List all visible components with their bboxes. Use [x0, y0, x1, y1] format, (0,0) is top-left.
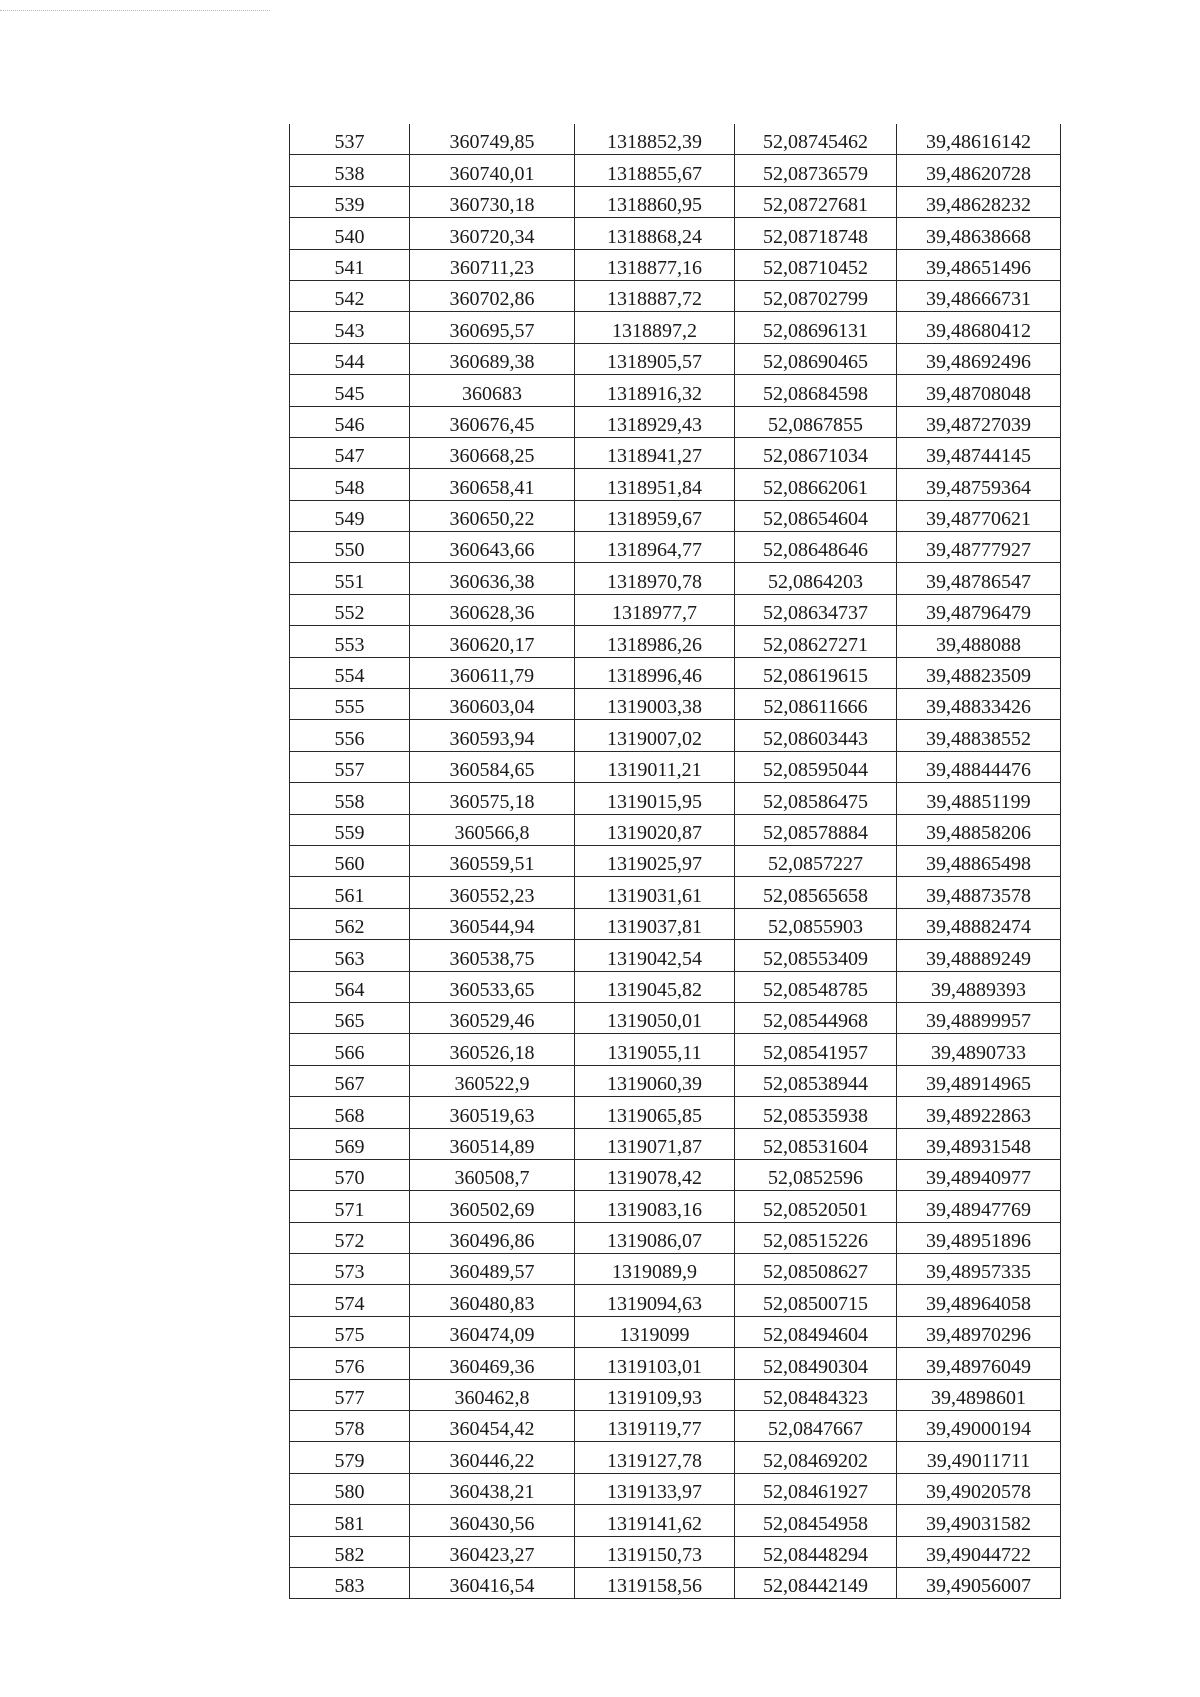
point-number-cell: 552	[290, 594, 410, 625]
x-coordinate-cell: 360522,9	[410, 1065, 575, 1096]
x-coordinate-cell: 360566,8	[410, 814, 575, 845]
y-coordinate-cell: 1319007,02	[575, 720, 735, 751]
y-coordinate-cell: 1319086,07	[575, 1222, 735, 1253]
latitude-cell: 52,08578884	[735, 814, 897, 845]
longitude-cell: 39,48882474	[897, 908, 1061, 939]
table-row	[290, 1034, 1061, 1065]
y-coordinate-cell: 1319025,97	[575, 845, 735, 876]
point-number-cell: 575	[290, 1316, 410, 1347]
x-coordinate-cell: 360720,34	[410, 218, 575, 249]
longitude-cell: 39,49011711	[897, 1442, 1061, 1473]
latitude-cell: 52,08469202	[735, 1442, 897, 1473]
x-coordinate-cell: 360514,89	[410, 1128, 575, 1159]
x-coordinate-cell: 360575,18	[410, 783, 575, 814]
latitude-cell: 52,08745462	[735, 124, 897, 155]
point-number-cell: 558	[290, 783, 410, 814]
point-number-cell: 559	[290, 814, 410, 845]
y-coordinate-cell: 1319089,9	[575, 1254, 735, 1285]
y-coordinate-cell: 1318977,7	[575, 594, 735, 625]
x-coordinate-cell: 360611,79	[410, 657, 575, 688]
longitude-cell: 39,48873578	[897, 877, 1061, 908]
longitude-cell: 39,48628232	[897, 186, 1061, 217]
longitude-cell: 39,48727039	[897, 406, 1061, 437]
y-coordinate-cell: 1318905,57	[575, 343, 735, 374]
point-number-cell: 556	[290, 720, 410, 751]
y-coordinate-cell: 1319103,01	[575, 1348, 735, 1379]
y-coordinate-cell: 1318996,46	[575, 657, 735, 688]
table-row	[290, 437, 1061, 468]
longitude-cell: 39,48858206	[897, 814, 1061, 845]
y-coordinate-cell: 1318887,72	[575, 280, 735, 311]
table-row	[290, 877, 1061, 908]
point-number-cell: 543	[290, 312, 410, 343]
longitude-cell: 39,48970296	[897, 1316, 1061, 1347]
latitude-cell: 52,0864203	[735, 563, 897, 594]
x-coordinate-cell: 360480,83	[410, 1285, 575, 1316]
longitude-cell: 39,48964058	[897, 1285, 1061, 1316]
latitude-cell: 52,08627271	[735, 626, 897, 657]
point-number-cell: 547	[290, 437, 410, 468]
point-number-cell: 581	[290, 1505, 410, 1536]
longitude-cell: 39,48638668	[897, 218, 1061, 249]
longitude-cell: 39,4890733	[897, 1034, 1061, 1065]
y-coordinate-cell: 1319071,87	[575, 1128, 735, 1159]
y-coordinate-cell: 1319099	[575, 1316, 735, 1347]
table-row	[290, 186, 1061, 217]
point-number-cell: 537	[290, 124, 410, 155]
y-coordinate-cell: 1318964,77	[575, 532, 735, 563]
latitude-cell: 52,0857227	[735, 845, 897, 876]
x-coordinate-cell: 360603,04	[410, 689, 575, 720]
x-coordinate-cell: 360533,65	[410, 971, 575, 1002]
longitude-cell: 39,48922863	[897, 1097, 1061, 1128]
longitude-cell: 39,48951896	[897, 1222, 1061, 1253]
table-row	[290, 343, 1061, 374]
x-coordinate-cell: 360454,42	[410, 1411, 575, 1442]
latitude-cell: 52,08490304	[735, 1348, 897, 1379]
point-number-cell: 540	[290, 218, 410, 249]
latitude-cell: 52,08586475	[735, 783, 897, 814]
longitude-cell: 39,48976049	[897, 1348, 1061, 1379]
longitude-cell: 39,48947769	[897, 1191, 1061, 1222]
latitude-cell: 52,08662061	[735, 469, 897, 500]
coordinate-table-container	[289, 124, 1060, 1599]
longitude-cell: 39,48708048	[897, 375, 1061, 406]
point-number-cell: 574	[290, 1285, 410, 1316]
longitude-cell: 39,48899957	[897, 1002, 1061, 1033]
table-row	[290, 500, 1061, 531]
table-row	[290, 563, 1061, 594]
y-coordinate-cell: 1319045,82	[575, 971, 735, 1002]
point-number-cell: 571	[290, 1191, 410, 1222]
x-coordinate-cell: 360552,23	[410, 877, 575, 908]
point-number-cell: 572	[290, 1222, 410, 1253]
longitude-cell: 39,49056007	[897, 1567, 1061, 1598]
table-row	[290, 1191, 1061, 1222]
point-number-cell: 538	[290, 155, 410, 186]
table-row	[290, 1505, 1061, 1536]
table-row	[290, 1536, 1061, 1567]
coordinate-table-body	[290, 124, 1061, 1599]
table-row	[290, 1159, 1061, 1190]
table-row	[290, 312, 1061, 343]
longitude-cell: 39,48770621	[897, 500, 1061, 531]
latitude-cell: 52,08634737	[735, 594, 897, 625]
table-row	[290, 406, 1061, 437]
table-row	[290, 751, 1061, 782]
longitude-cell: 39,48796479	[897, 594, 1061, 625]
table-row	[290, 689, 1061, 720]
latitude-cell: 52,08611666	[735, 689, 897, 720]
scan-edge-mark	[0, 10, 270, 11]
x-coordinate-cell: 360446,22	[410, 1442, 575, 1473]
point-number-cell: 542	[290, 280, 410, 311]
x-coordinate-cell: 360489,57	[410, 1254, 575, 1285]
latitude-cell: 52,08736579	[735, 155, 897, 186]
y-coordinate-cell: 1319050,01	[575, 1002, 735, 1033]
table-row	[290, 1128, 1061, 1159]
latitude-cell: 52,0852596	[735, 1159, 897, 1190]
point-number-cell: 583	[290, 1567, 410, 1598]
x-coordinate-cell: 360544,94	[410, 908, 575, 939]
x-coordinate-cell: 360749,85	[410, 124, 575, 155]
table-row	[290, 1254, 1061, 1285]
point-number-cell: 560	[290, 845, 410, 876]
longitude-cell: 39,49031582	[897, 1505, 1061, 1536]
y-coordinate-cell: 1319031,61	[575, 877, 735, 908]
longitude-cell: 39,49000194	[897, 1411, 1061, 1442]
point-number-cell: 582	[290, 1536, 410, 1567]
table-row	[290, 1567, 1061, 1598]
point-number-cell: 555	[290, 689, 410, 720]
x-coordinate-cell: 360689,38	[410, 343, 575, 374]
x-coordinate-cell: 360508,7	[410, 1159, 575, 1190]
x-coordinate-cell: 360416,54	[410, 1567, 575, 1598]
point-number-cell: 563	[290, 940, 410, 971]
point-number-cell: 576	[290, 1348, 410, 1379]
y-coordinate-cell: 1318986,26	[575, 626, 735, 657]
point-number-cell: 546	[290, 406, 410, 437]
y-coordinate-cell: 1319078,42	[575, 1159, 735, 1190]
longitude-cell: 39,48680412	[897, 312, 1061, 343]
table-row	[290, 375, 1061, 406]
latitude-cell: 52,08461927	[735, 1473, 897, 1504]
latitude-cell: 52,08442149	[735, 1567, 897, 1598]
x-coordinate-cell: 360636,38	[410, 563, 575, 594]
latitude-cell: 52,08553409	[735, 940, 897, 971]
latitude-cell: 52,08718748	[735, 218, 897, 249]
table-row	[290, 845, 1061, 876]
table-row	[290, 1473, 1061, 1504]
table-row	[290, 1097, 1061, 1128]
y-coordinate-cell: 1319055,11	[575, 1034, 735, 1065]
point-number-cell: 565	[290, 1002, 410, 1033]
point-number-cell: 557	[290, 751, 410, 782]
longitude-cell: 39,48616142	[897, 124, 1061, 155]
point-number-cell: 569	[290, 1128, 410, 1159]
table-row	[290, 1379, 1061, 1410]
table-row	[290, 124, 1061, 155]
y-coordinate-cell: 1318855,67	[575, 155, 735, 186]
latitude-cell: 52,08684598	[735, 375, 897, 406]
table-row	[290, 908, 1061, 939]
x-coordinate-cell: 360474,09	[410, 1316, 575, 1347]
x-coordinate-cell: 360519,63	[410, 1097, 575, 1128]
point-number-cell: 578	[290, 1411, 410, 1442]
table-row	[290, 594, 1061, 625]
point-number-cell: 554	[290, 657, 410, 688]
point-number-cell: 567	[290, 1065, 410, 1096]
latitude-cell: 52,08535938	[735, 1097, 897, 1128]
table-row	[290, 1442, 1061, 1473]
latitude-cell: 52,08702799	[735, 280, 897, 311]
longitude-cell: 39,48957335	[897, 1254, 1061, 1285]
table-row	[290, 1348, 1061, 1379]
latitude-cell: 52,08508627	[735, 1254, 897, 1285]
y-coordinate-cell: 1319158,56	[575, 1567, 735, 1598]
longitude-cell: 39,48844476	[897, 751, 1061, 782]
point-number-cell: 548	[290, 469, 410, 500]
table-row	[290, 971, 1061, 1002]
latitude-cell: 52,08603443	[735, 720, 897, 751]
table-row	[290, 280, 1061, 311]
y-coordinate-cell: 1319133,97	[575, 1473, 735, 1504]
point-number-cell: 549	[290, 500, 410, 531]
y-coordinate-cell: 1319037,81	[575, 908, 735, 939]
x-coordinate-cell: 360469,36	[410, 1348, 575, 1379]
y-coordinate-cell: 1318852,39	[575, 124, 735, 155]
longitude-cell: 39,48940977	[897, 1159, 1061, 1190]
y-coordinate-cell: 1318951,84	[575, 469, 735, 500]
longitude-cell: 39,48692496	[897, 343, 1061, 374]
point-number-cell: 561	[290, 877, 410, 908]
table-row	[290, 626, 1061, 657]
point-number-cell: 541	[290, 249, 410, 280]
latitude-cell: 52,08710452	[735, 249, 897, 280]
latitude-cell: 52,0847667	[735, 1411, 897, 1442]
latitude-cell: 52,08520501	[735, 1191, 897, 1222]
point-number-cell: 566	[290, 1034, 410, 1065]
latitude-cell: 52,08531604	[735, 1128, 897, 1159]
y-coordinate-cell: 1318959,67	[575, 500, 735, 531]
longitude-cell: 39,49044722	[897, 1536, 1061, 1567]
longitude-cell: 39,48931548	[897, 1128, 1061, 1159]
latitude-cell: 52,08690465	[735, 343, 897, 374]
y-coordinate-cell: 1319042,54	[575, 940, 735, 971]
x-coordinate-cell: 360526,18	[410, 1034, 575, 1065]
longitude-cell: 39,48889249	[897, 940, 1061, 971]
x-coordinate-cell: 360593,94	[410, 720, 575, 751]
latitude-cell: 52,08544968	[735, 1002, 897, 1033]
latitude-cell: 52,08619615	[735, 657, 897, 688]
latitude-cell: 52,0867855	[735, 406, 897, 437]
y-coordinate-cell: 1319150,73	[575, 1536, 735, 1567]
point-number-cell: 573	[290, 1254, 410, 1285]
y-coordinate-cell: 1318929,43	[575, 406, 735, 437]
x-coordinate-cell: 360584,65	[410, 751, 575, 782]
point-number-cell: 579	[290, 1442, 410, 1473]
latitude-cell: 52,08696131	[735, 312, 897, 343]
table-row	[290, 783, 1061, 814]
table-row	[290, 720, 1061, 751]
point-number-cell: 544	[290, 343, 410, 374]
longitude-cell: 39,48914965	[897, 1065, 1061, 1096]
y-coordinate-cell: 1319011,21	[575, 751, 735, 782]
table-row	[290, 814, 1061, 845]
table-row	[290, 469, 1061, 500]
y-coordinate-cell: 1319109,93	[575, 1379, 735, 1410]
x-coordinate-cell: 360502,69	[410, 1191, 575, 1222]
longitude-cell: 39,48786547	[897, 563, 1061, 594]
y-coordinate-cell: 1319141,62	[575, 1505, 735, 1536]
longitude-cell: 39,48651496	[897, 249, 1061, 280]
y-coordinate-cell: 1318916,32	[575, 375, 735, 406]
latitude-cell: 52,08648646	[735, 532, 897, 563]
point-number-cell: 553	[290, 626, 410, 657]
latitude-cell: 52,08671034	[735, 437, 897, 468]
latitude-cell: 52,08484323	[735, 1379, 897, 1410]
table-row	[290, 1002, 1061, 1033]
y-coordinate-cell: 1318877,16	[575, 249, 735, 280]
longitude-cell: 39,48744145	[897, 437, 1061, 468]
coordinate-table	[289, 124, 1061, 1599]
x-coordinate-cell: 360695,57	[410, 312, 575, 343]
longitude-cell: 39,48759364	[897, 469, 1061, 500]
table-row	[290, 249, 1061, 280]
y-coordinate-cell: 1319003,38	[575, 689, 735, 720]
y-coordinate-cell: 1319020,87	[575, 814, 735, 845]
table-row	[290, 1222, 1061, 1253]
latitude-cell: 52,08541957	[735, 1034, 897, 1065]
x-coordinate-cell: 360423,27	[410, 1536, 575, 1567]
y-coordinate-cell: 1318860,95	[575, 186, 735, 217]
point-number-cell: 550	[290, 532, 410, 563]
point-number-cell: 577	[290, 1379, 410, 1410]
longitude-cell: 39,48620728	[897, 155, 1061, 186]
y-coordinate-cell: 1319060,39	[575, 1065, 735, 1096]
table-row	[290, 155, 1061, 186]
longitude-cell: 39,48838552	[897, 720, 1061, 751]
y-coordinate-cell: 1319127,78	[575, 1442, 735, 1473]
point-number-cell: 568	[290, 1097, 410, 1128]
x-coordinate-cell: 360676,45	[410, 406, 575, 437]
latitude-cell: 52,0855903	[735, 908, 897, 939]
x-coordinate-cell: 360438,21	[410, 1473, 575, 1504]
x-coordinate-cell: 360538,75	[410, 940, 575, 971]
x-coordinate-cell: 360658,41	[410, 469, 575, 500]
longitude-cell: 39,48777927	[897, 532, 1061, 563]
x-coordinate-cell: 360740,01	[410, 155, 575, 186]
table-row	[290, 1285, 1061, 1316]
longitude-cell: 39,48666731	[897, 280, 1061, 311]
point-number-cell: 551	[290, 563, 410, 594]
longitude-cell: 39,4889393	[897, 971, 1061, 1002]
latitude-cell: 52,08565658	[735, 877, 897, 908]
x-coordinate-cell: 360711,23	[410, 249, 575, 280]
x-coordinate-cell: 360730,18	[410, 186, 575, 217]
y-coordinate-cell: 1318941,27	[575, 437, 735, 468]
longitude-cell: 39,48865498	[897, 845, 1061, 876]
point-number-cell: 570	[290, 1159, 410, 1190]
latitude-cell: 52,08727681	[735, 186, 897, 217]
point-number-cell: 545	[290, 375, 410, 406]
longitude-cell: 39,49020578	[897, 1473, 1061, 1504]
x-coordinate-cell: 360430,56	[410, 1505, 575, 1536]
table-row	[290, 1411, 1061, 1442]
longitude-cell: 39,48851199	[897, 783, 1061, 814]
x-coordinate-cell: 360496,86	[410, 1222, 575, 1253]
point-number-cell: 562	[290, 908, 410, 939]
y-coordinate-cell: 1319015,95	[575, 783, 735, 814]
latitude-cell: 52,08538944	[735, 1065, 897, 1096]
table-row	[290, 657, 1061, 688]
latitude-cell: 52,08515226	[735, 1222, 897, 1253]
table-row	[290, 1065, 1061, 1096]
point-number-cell: 539	[290, 186, 410, 217]
x-coordinate-cell: 360529,46	[410, 1002, 575, 1033]
latitude-cell: 52,08494604	[735, 1316, 897, 1347]
x-coordinate-cell: 360683	[410, 375, 575, 406]
latitude-cell: 52,08654604	[735, 500, 897, 531]
y-coordinate-cell: 1319119,77	[575, 1411, 735, 1442]
latitude-cell: 52,08454958	[735, 1505, 897, 1536]
y-coordinate-cell: 1318868,24	[575, 218, 735, 249]
y-coordinate-cell: 1319083,16	[575, 1191, 735, 1222]
y-coordinate-cell: 1319065,85	[575, 1097, 735, 1128]
table-row	[290, 218, 1061, 249]
x-coordinate-cell: 360650,22	[410, 500, 575, 531]
table-row	[290, 532, 1061, 563]
latitude-cell: 52,08595044	[735, 751, 897, 782]
y-coordinate-cell: 1319094,63	[575, 1285, 735, 1316]
x-coordinate-cell: 360702,86	[410, 280, 575, 311]
x-coordinate-cell: 360620,17	[410, 626, 575, 657]
latitude-cell: 52,08500715	[735, 1285, 897, 1316]
y-coordinate-cell: 1318897,2	[575, 312, 735, 343]
longitude-cell: 39,488088	[897, 626, 1061, 657]
x-coordinate-cell: 360559,51	[410, 845, 575, 876]
y-coordinate-cell: 1318970,78	[575, 563, 735, 594]
x-coordinate-cell: 360643,66	[410, 532, 575, 563]
x-coordinate-cell: 360462,8	[410, 1379, 575, 1410]
longitude-cell: 39,4898601	[897, 1379, 1061, 1410]
latitude-cell: 52,08548785	[735, 971, 897, 1002]
latitude-cell: 52,08448294	[735, 1536, 897, 1567]
point-number-cell: 564	[290, 971, 410, 1002]
x-coordinate-cell: 360668,25	[410, 437, 575, 468]
table-row	[290, 940, 1061, 971]
longitude-cell: 39,48833426	[897, 689, 1061, 720]
table-row	[290, 1316, 1061, 1347]
longitude-cell: 39,48823509	[897, 657, 1061, 688]
x-coordinate-cell: 360628,36	[410, 594, 575, 625]
point-number-cell: 580	[290, 1473, 410, 1504]
